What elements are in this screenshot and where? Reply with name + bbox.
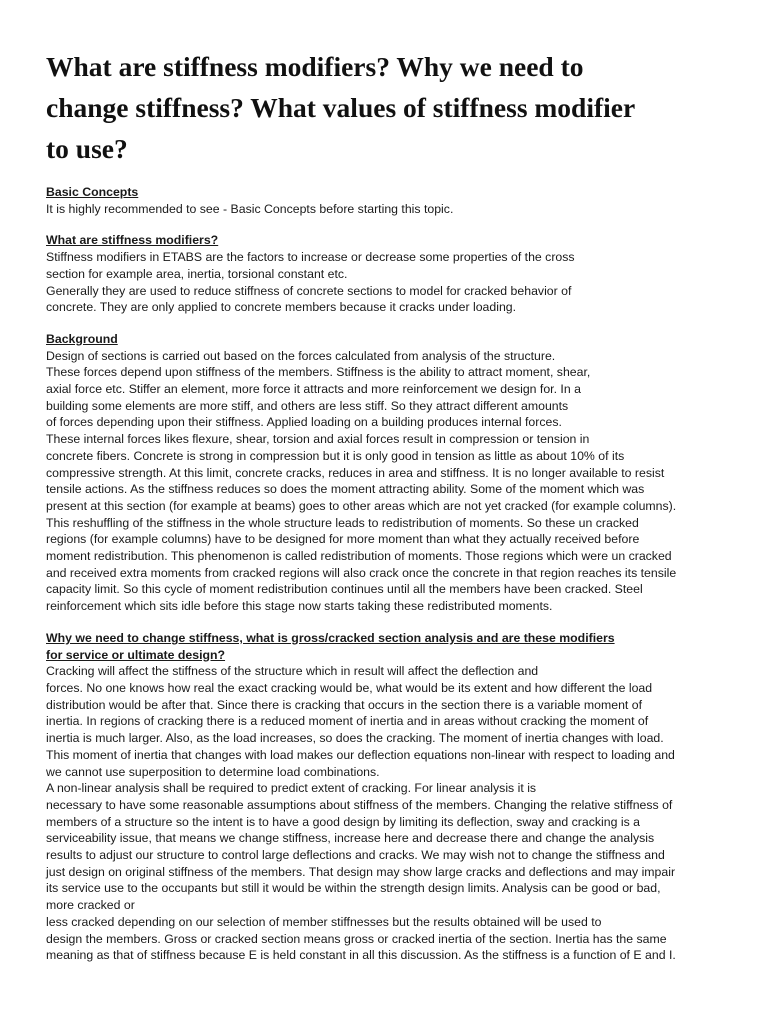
- text-line: axial force etc. Stiffer an element, more force it attracts and more reinforcement we design for. In a: [46, 382, 581, 397]
- text-line: Cracking will affect the stiffness of the structure which in result will affect the deflection and: [46, 664, 539, 679]
- text-line: capacity limit. So this cycle of moment redistribution continues until all the members have been cracked. Steel: [46, 582, 643, 597]
- section-what-are-stiffness-modifiers: [46, 232, 726, 316]
- text-line: These internal forces likes flexure, shear, torsion and axial forces result in compression or tension in: [46, 432, 590, 447]
- text-line: inertia is much larger. Also, as the load increases, so does the cracking. The moment of inertia changes with load.: [46, 731, 664, 746]
- section-basic-concepts: [46, 184, 726, 217]
- document-page: [46, 46, 726, 979]
- text-line: This moment of inertia that changes with load makes our deflection equations non-linear with respect to loading and: [46, 747, 675, 762]
- text-line: regions (for example columns) have to be designed for more moment than what they actually received before: [46, 532, 640, 547]
- text-line: its service use to the occupants but still it would be within the strength design limits. Analysis can be good or bad,: [46, 881, 661, 896]
- text-line: forces. No one knows how real the exact cracking would be, what would be its extent and how different the load: [46, 680, 653, 695]
- title-line: What are stiffness modifiers? Why we need to: [46, 51, 584, 82]
- section-heading: Background: [46, 331, 118, 346]
- text-line: more cracked or: [46, 898, 135, 913]
- document-title: [46, 46, 726, 169]
- text-line: inertia. In regions of cracking there is a reduced moment of inertia and in areas without cracking the moment of: [46, 714, 649, 729]
- text-line: Stiffness modifiers in ETABS are the factors to increase or decrease some properties of the cross: [46, 250, 575, 265]
- text-line: It is highly recommended to see - Basic Concepts before starting this topic.: [46, 201, 454, 216]
- text-line: compressive strength. At this limit, concrete cracks, reduces in area and stiffness. It is no longer available to resist: [46, 465, 665, 480]
- section-heading: Basic Concepts: [46, 185, 139, 199]
- text-line: we cannot use superposition to determine load combinations.: [46, 764, 380, 779]
- text-line: distribution would be after that. Since there is cracking that occurs in the section there is a variable moment of: [46, 697, 643, 712]
- section-heading: Why we need to change stiffness, what is gross/cracked section analysis and are these modifiers: [46, 630, 615, 645]
- text-line: Design of sections is carried out based on the forces calculated from analysis of the structure.: [46, 348, 556, 363]
- text-line: meaning as that of stiffness because E is held constant in all this discussion. As the stiffness is a function of E and I.: [46, 948, 676, 963]
- text-line: reinforcement which sits idle before this stage now starts taking these redistributed moments.: [46, 599, 553, 614]
- text-line: A non-linear analysis shall be required to predict extent of cracking. For linear analysis it is: [46, 781, 537, 796]
- text-line: building some elements are more stiff, and others are less stiff. So they attract different amounts: [46, 398, 569, 413]
- text-line: This reshuffling of the stiffness in the whole structure leads to redistribution of moments. So these un cracked: [46, 515, 639, 530]
- text-line: tensile actions. As the stiffness reduces so does the moment attracting ability. Some of the moment which was: [46, 482, 645, 497]
- text-line: necessary to have some reasonable assumptions about stiffness of the members. Changing the relative stiffness of: [46, 797, 673, 812]
- text-line: moment redistribution. This phenomenon is called redistribution of moments. Those regions which were un cracked: [46, 549, 672, 564]
- text-line: concrete fibers. Concrete is strong in compression but it is only good in tension as little as about 10% of its: [46, 448, 625, 463]
- text-line: design the members. Gross or cracked section means gross or cracked inertia of the section. Inertia has the same: [46, 931, 667, 946]
- text-line: and received extra moments from cracked regions will also crack once the concrete in that region reaches its tensile: [46, 565, 677, 580]
- text-line: of forces depending upon their stiffness. Applied loading on a building produces internal forces.: [46, 415, 562, 430]
- text-line: section for example area, inertia, torsional constant etc.: [46, 266, 348, 281]
- text-line: concrete. They are only applied to concrete members because it cracks under loading.: [46, 300, 517, 315]
- title-line: to use?: [46, 133, 128, 164]
- section-why-change-stiffness: [46, 630, 726, 964]
- text-line: results to adjust our structure to control large deflections and cracks. We may wish not to change the stiffness and: [46, 848, 665, 863]
- text-line: present at this section (for example at beams) goes to other areas which are not yet cracked (for example columns).: [46, 498, 677, 513]
- text-line: These forces depend upon stiffness of the members. Stiffness is the ability to attract moment, shear,: [46, 365, 591, 380]
- section-heading: What are stiffness modifiers?: [46, 233, 219, 248]
- text-line: just design on original stiffness of the members. That design may show large cracks and deflections and may impair: [46, 864, 676, 879]
- title-line: change stiffness? What values of stiffness modifier: [46, 92, 636, 123]
- section-background: [46, 331, 726, 615]
- text-line: serviceability issue, that means we change stiffness, increase here and decrease there and change the analysis: [46, 831, 655, 846]
- text-line: less cracked depending on our selection of member stiffnesses but the results obtained will be used to: [46, 914, 602, 929]
- text-line: Generally they are used to reduce stiffness of concrete sections to model for cracked behavior of: [46, 283, 572, 298]
- section-heading: for service or ultimate design?: [46, 647, 226, 662]
- text-line: members of a structure so the intent is to have a good design by limiting its deflection, sway and cracking is a: [46, 814, 640, 829]
